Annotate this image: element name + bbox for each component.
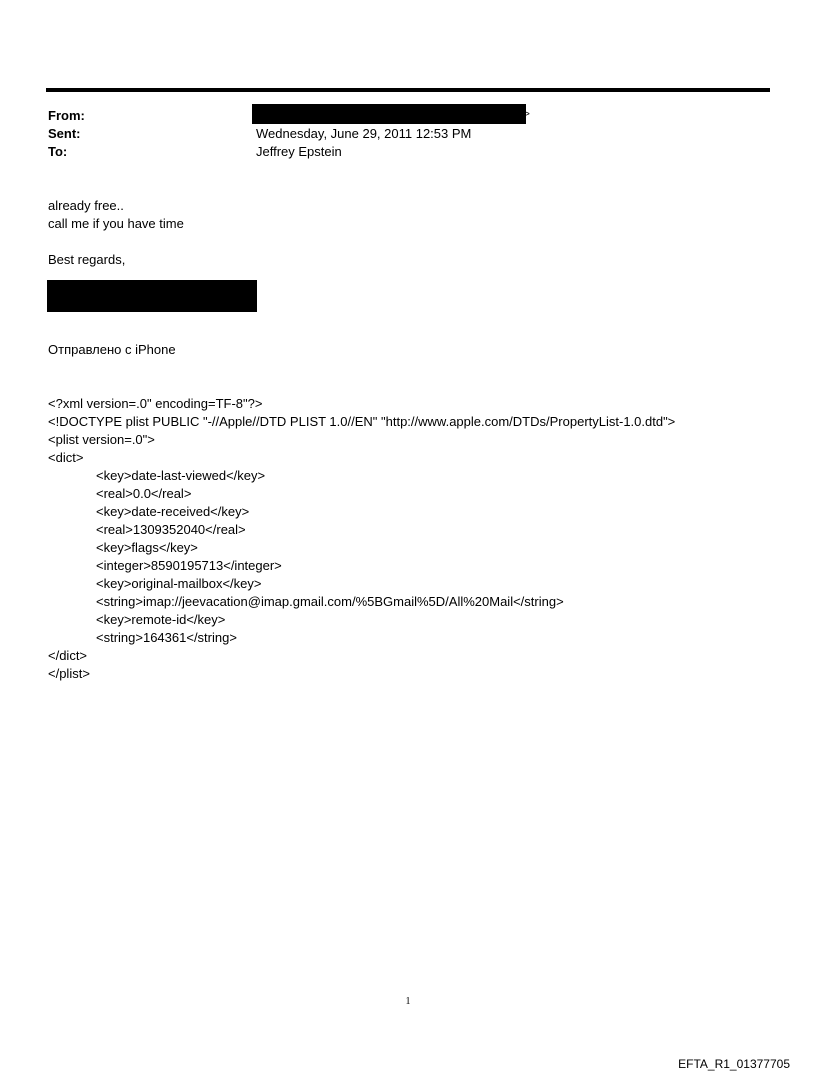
xml-entry: <real>1309352040</real> <box>96 522 246 537</box>
signature-redaction <box>47 280 257 312</box>
message-closing: Best regards, <box>48 252 126 267</box>
xml-plist-close: </plist> <box>48 666 90 681</box>
xml-entry: <key>remote-id</key> <box>96 612 226 627</box>
xml-entry: <key>flags</key> <box>96 540 198 555</box>
xml-doctype: <!DOCTYPE plist PUBLIC "-//Apple//DTD PLIST 1.0//EN" "http://www.apple.com/DTDs/PropertyList-1.0.dtd"> <box>48 414 676 429</box>
xml-entry: <key>date-last-viewed</key> <box>96 468 266 483</box>
xml-entry: <key>original-mailbox</key> <box>96 576 262 591</box>
to-label: To: <box>48 144 68 159</box>
from-label: From: <box>48 108 85 123</box>
message-signature-line: Отправлено с iPhone <box>48 342 176 357</box>
xml-entry: <key>date-received</key> <box>96 504 250 519</box>
xml-declaration: <?xml version=.0" encoding=TF-8"?> <box>48 396 263 411</box>
sent-value: Wednesday, June 29, 2011 12:53 PM <box>256 126 472 141</box>
to-value: Jeffrey Epstein <box>256 144 342 159</box>
xml-entry: <string>imap://jeevacation@imap.gmail.com/%5BGmail%5D/All%20Mail</string> <box>96 594 564 609</box>
from-redaction <box>252 104 526 124</box>
xml-dict-open: <dict> <box>48 450 84 465</box>
message-line: call me if you have time <box>48 216 184 231</box>
bates-number: EFTA_R1_01377705 <box>678 1057 790 1071</box>
page-number: 1 <box>405 996 411 1007</box>
message-line: already free.. <box>48 198 124 213</box>
xml-entry: <integer>8590195713</integer> <box>96 558 282 573</box>
header-rule <box>46 88 770 92</box>
sent-label: Sent: <box>48 126 81 141</box>
xml-entry: <real>0.0</real> <box>96 486 192 501</box>
from-redaction-tail: > <box>524 109 530 120</box>
xml-dict-close: </dict> <box>48 648 88 663</box>
xml-entry: <string>164361</string> <box>96 630 237 645</box>
xml-plist-open: <plist version=.0"> <box>48 432 155 447</box>
